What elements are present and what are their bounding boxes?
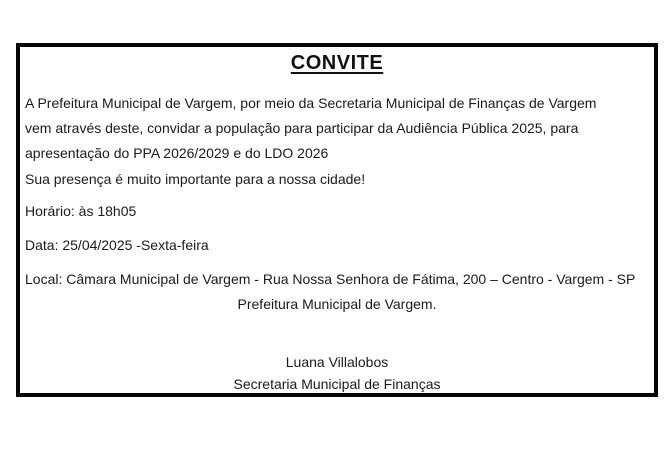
intro-line-1: A Prefeitura Municipal de Vargem, por meio da Secretaria Municipal de Finanças de Vargem bbox=[25, 95, 597, 111]
location-paragraph bbox=[25, 267, 649, 317]
intro-line-3: apresentação do PPA 2026/2029 e do LDO 2026 bbox=[25, 145, 329, 161]
date-line: Data: 25/04/2025 -Sexta-feira bbox=[25, 237, 209, 253]
time-line: Horário: às 18h05 bbox=[25, 203, 137, 219]
location-line-2: Prefeitura Municipal de Vargem. bbox=[237, 296, 437, 312]
invite-title: CONVITE bbox=[290, 52, 384, 74]
intro-paragraph bbox=[25, 91, 649, 166]
intro-line-2: vem através deste, convidar a população para participar da Audiência Pública 2025, para bbox=[25, 120, 579, 136]
location-line-1: Local: Câmara Municipal de Vargem - Rua Nossa Senhora de Fátima, 200 – Centro - Vargem - SP bbox=[25, 271, 636, 287]
signature-block bbox=[25, 351, 649, 395]
invite-box bbox=[16, 43, 658, 397]
signature-name: Luana Villalobos bbox=[285, 354, 389, 370]
signature-role: Secretaria Municipal de Finanças bbox=[233, 376, 441, 392]
presence-note: Sua presença é muito importante para a nossa cidade! bbox=[25, 171, 366, 187]
title-row bbox=[25, 50, 649, 78]
